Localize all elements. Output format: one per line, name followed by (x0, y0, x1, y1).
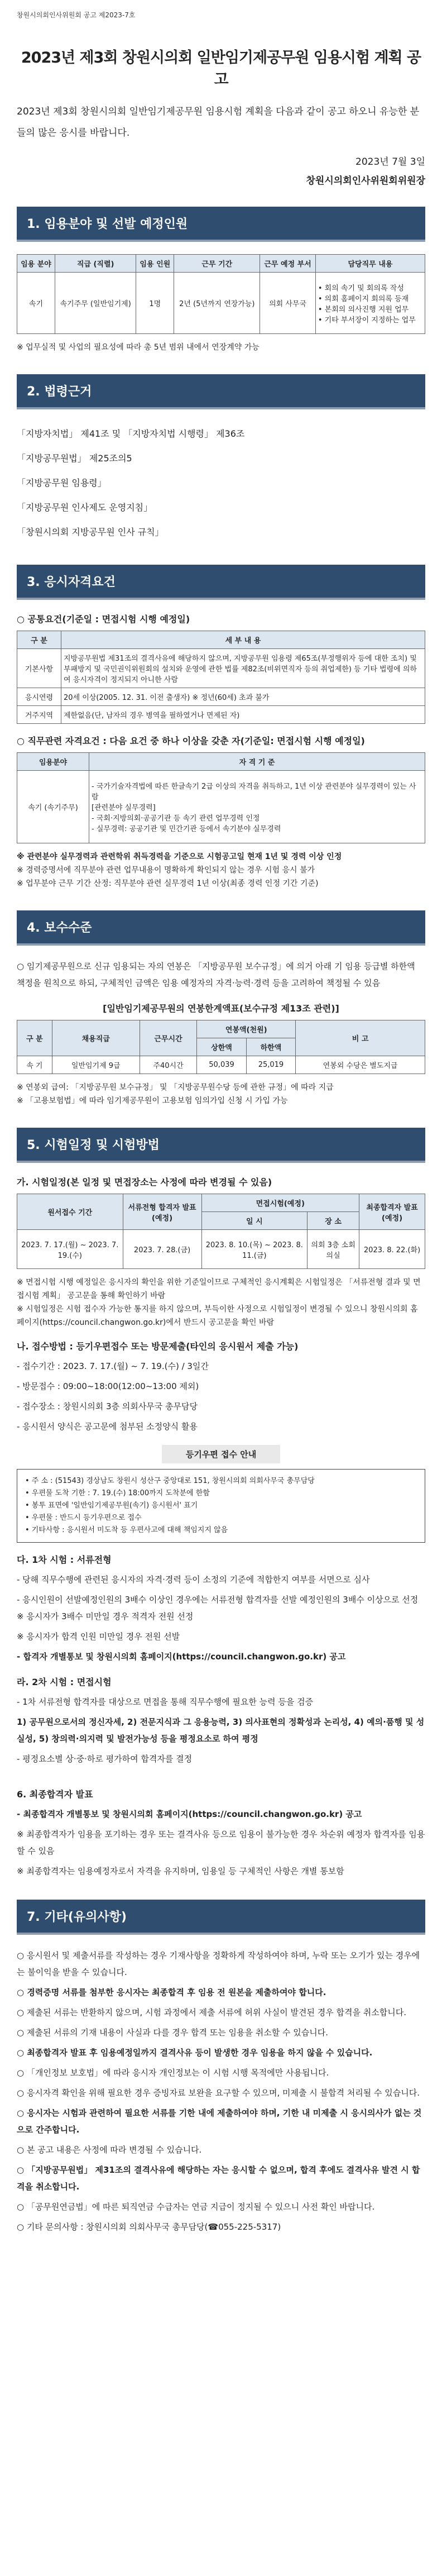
t5-h2: 면접시험(예정) (201, 1194, 359, 1212)
receipt-item: - 응시원서 양식은 공고문에 첨부된 소정양식 활용 (17, 1421, 198, 1432)
s3-note: ※ 업무분야 근무 기간 산정: 직무분야 관련 실무경력 1년 이상(최종 경력 인정 기간 기준) (17, 879, 319, 888)
interview-item: - 1차 서류전형 합격자를 대상으로 면접을 통해 직무수행에 필요한 능력 등을 검증 (17, 1697, 314, 1707)
caution-item: ○ 응시원서 및 제출서류를 작성하는 경우 기재사항을 정확하게 작성하여야 하며, 누락 또는 오기가 있는 경우에는 불이익을 받을 수 있습니다. (17, 1950, 420, 1977)
caution-item: ○ 응시자는 시험과 관련하여 필요한 서류를 기한 내에 제출하여야 하며, 기한 내 미제출 시 응시의사가 없는 것으로 간주합니다. (17, 2108, 422, 2135)
t3a-r1-label: 응시연령 (17, 688, 61, 706)
mail-box-title: 등기우편 접수 안내 (162, 1445, 280, 1463)
salary-table (17, 1020, 425, 1074)
t4-c2: 주40시간 (140, 1056, 197, 1074)
t3b-h0: 임용분야 (17, 753, 89, 771)
receipt-item: - 방문접수 : 09:00~18:00(12:00~13:00 제외) (17, 1381, 199, 1391)
t1-h4: 근무 예정 부서 (260, 255, 316, 273)
t5-h4: 최종합격자 발표(예정) (359, 1194, 425, 1230)
caution-item: ○ 경력증명 서류를 첨부한 응시자는 최종합격 후 임용 전 원본을 제출하여야 합니다. (17, 1987, 326, 1997)
intro-text: 2023년 제3회 창원시의회 일반임기제공무원 임용시험 계획을 다음과 같이 공고 하오니 유능한 분들의 많은 응시를 바랍니다. (17, 106, 420, 139)
final-item: ※ 최종합격자가 임용을 포기하는 경우 또는 결격사유 등으로 임용이 불가능한 경우 차순위 예정자 합격자를 임용할 수 있음 (17, 1829, 425, 1856)
mail-item: • 봉투 표면에 '일반임기제공무원(속기) 응시원서' 표기 (25, 1501, 198, 1510)
t4-c5: 연봉외 수당은 별도지급 (296, 1056, 425, 1074)
t3a-r2-body: 제한없음(단, 남자의 경우 병역을 필하였거나 면제된 자) (61, 706, 425, 724)
duty-req-table (17, 752, 425, 843)
doc-item: - 당해 직무수행에 관련된 응시자의 자격·경력 등이 소정의 기준에 적합한지 여부를 서면으로 심사 (17, 1575, 370, 1585)
t4-h2: 근무시간 (140, 1020, 197, 1056)
law-list (17, 422, 425, 545)
section-3-title: 3. 응시자격요건 (17, 565, 425, 598)
notice-number: 창원시의회인사위원회 공고 제2023-7호 (17, 11, 136, 19)
mail-box (17, 1469, 425, 1543)
s5-note: ※ 시험일정은 시험 접수자 가능한 통지를 하지 않으며, 부득이한 사정으로 시험일정이 변경될 수 있으니 창원시의회 홈페이지(https://council.changwon.go.kr)에서 반드시 공고문을 확인 바람 (17, 1305, 418, 1327)
caution-item: ○ 「공무원연금법」에 따른 퇴직연금 수급자는 연금 지급이 정지될 수 있으니 사전 확인 바랍니다. (17, 2202, 375, 2212)
s4-note: ※ 「고용보험법」에 따라 임기제공무원이 고용보험 임의가입 신청 시 가입 가능 (17, 1096, 288, 1105)
interview-title: 라. 2차 시험 : 면접시험 (17, 1677, 112, 1687)
caution-item: ○ 본 공고 내용은 사정에 따라 변경될 수 있습니다. (17, 2145, 202, 2155)
t5-c1: 2023. 7. 28.(금) (123, 1230, 201, 1269)
t1-h5: 담당직무 내용 (315, 255, 425, 273)
s4-note: ※ 연봉외 급여: 「지방공무원 보수규정」 및 「지방공무원수당 등에 관한 규정」에 따라 지급 (17, 1083, 334, 1092)
t5-sh0: 일 시 (201, 1212, 308, 1230)
notice-date: 2023년 7월 3일 (355, 156, 425, 168)
recruitment-table (17, 254, 425, 334)
mail-item: • 우편물 도착 기한 : 7. 19.(수) 18:00까지 도착분에 한함 (25, 1489, 210, 1497)
section-7-title: 7. 기타(유의사항) (17, 1900, 425, 1933)
section-3-notes (17, 850, 425, 890)
caution-item: ○ 「개인정보 보호법」에 따라 응시자 개인정보는 이 시험 시행 목적에만 사용됩니다. (17, 2068, 329, 2078)
t3a-r1-body: 20세 이상(2005. 12. 31. 이전 출생자) ※ 정년(60세) 초과 불가 (61, 688, 425, 706)
final-item: ※ 최종합격자는 임용예정자로서 자격을 유지하며, 임용일 등 구체적인 사항은 개별 통보함 (17, 1866, 344, 1876)
t5-sh1: 장 소 (308, 1212, 359, 1230)
t1-c5: • 회의 속기 및 회의록 작성 • 의회 홈페이지 회의록 등재 • 본회의 의사진행 지원 업무 • 기타 부서장이 지정하는 업무 (315, 273, 425, 334)
section-6 (17, 1787, 425, 1879)
t4-sh0: 상한액 (197, 1038, 246, 1056)
schedule-table (17, 1194, 425, 1269)
receipt-title: 나. 접수방법 : 등기우편접수 또는 방문제출(타인의 응시원서 제출 가능) (17, 1341, 299, 1352)
mail-item: • 우편물 : 반드시 등기우편으로 접수 (25, 1514, 142, 1522)
t4-h1: 채용직급 (52, 1020, 140, 1056)
common-req-title: ○ 공통요건(기준일 : 면접시험 시행 예정일) (17, 614, 190, 624)
t4-sh1: 하한액 (246, 1038, 295, 1056)
notice-title: 2023년 제3회 창원시의회 일반임기제공무원 임용시험 계획 공고 (21, 49, 421, 88)
t3b-h1: 자 격 기 준 (89, 753, 425, 771)
doc-item: ※ 응시자가 합격 인원 미만일 경우 전원 선발 (17, 1632, 180, 1642)
s3-note: ※ 경력증명서에 직무분야 관련 업무내용이 명확하게 확인되지 않는 경우 시험 응시 불가 (17, 866, 315, 875)
t4-c0: 속 기 (17, 1056, 52, 1074)
t1-h3: 근무 기간 (174, 255, 260, 273)
t5-c2: 2023. 8. 10.(목) ~ 2023. 8. 11.(금) (201, 1230, 308, 1269)
receipt-item: - 접수장소 : 창원시의회 3층 의회사무국 총무담당 (17, 1401, 198, 1411)
t1-c2: 1명 (136, 273, 174, 334)
law-item: 「지방공무원 임용령」 (17, 478, 107, 488)
caution-item: ○ 제출된 서류는 반환하지 않으며, 시험 과정에서 제출 서류에 허위 사실이 발견된 경우 합격을 취소합니다. (17, 2007, 406, 2017)
section-1 (17, 207, 425, 354)
t1-c1: 속기주무 (일반임기제) (55, 273, 136, 334)
section-1-note: ※ 업무실적 및 사업의 필요성에 따라 총 5년 범위 내에서 연장계약 가능 (17, 343, 260, 352)
t4-c4: 25,019 (246, 1056, 295, 1074)
t3a-r0-label: 기본사항 (17, 649, 61, 688)
final-item: - 최종합격자 개별통보 및 창원시의회 홈페이지(https://council.changwon.go.kr) 공고 (17, 1809, 362, 1819)
schedule-title: 가. 시험일정(본 일정 및 면접장소는 사정에 따라 변경될 수 있음) (17, 1177, 272, 1187)
receipt-list (17, 1358, 425, 1435)
section-2 (17, 374, 425, 545)
t3a-h0: 구 분 (17, 631, 61, 649)
t4-h0: 구 분 (17, 1020, 52, 1056)
t1-h2: 임용 인원 (136, 255, 174, 273)
section-6-title: 6. 최종합격자 발표 (17, 1789, 93, 1800)
caution-list (17, 1947, 425, 2235)
t4-h3: 연봉액(천원) (197, 1020, 296, 1038)
t3a-r0-body: 지방공무원법 제31조의 결격사유에 해당하지 않으며, 지방공무원 임용령 제65조(부정행위자 등에 대한 조치) 및 부패방지 및 국민권익위원회의 설치와 운영에 관한 법률 제82조(비위면직자 등의 취업제한) 등 기타 법령에 의하여 응시자격이 정지되지 아니한 사람 (61, 649, 425, 688)
duty-req-title: ○ 직무관련 자격요건 : 다음 요건 중 하나 이상을 갖춘 자(기준일: 면접시험 시행 예정일) (17, 736, 365, 746)
t1-c0: 속기 (17, 273, 55, 334)
caution-item: ○ 제출된 서류의 기재 내용이 사실과 다를 경우 합격 또는 임용을 취소할 수 있습니다. (17, 2028, 329, 2038)
salary-table-title: [일반임기제공무원의 연봉한계액표(보수규정 제13조 관련)] (103, 1003, 339, 1014)
common-req-table (17, 631, 425, 724)
schedule-notes (17, 1276, 425, 1329)
receipt-item: - 접수기간 : 2023. 7. 17.(월) ~ 7. 19.(수) / 3일간 (17, 1361, 209, 1371)
section-5-title: 5. 시험일정 및 시험방법 (17, 1128, 425, 1161)
t3a-r2-label: 거주지역 (17, 706, 61, 724)
t1-h1: 직급 (직렬) (55, 255, 136, 273)
law-item: 「지방공무원 인사제도 운영지침」 (17, 502, 153, 513)
t1-c4: 의회 사무국 (260, 273, 316, 334)
t4-h5: 비 고 (296, 1020, 425, 1056)
t1-h0: 임용 분야 (17, 255, 55, 273)
law-item: 「지방공무원법」 제25조의5 (17, 453, 132, 464)
section-7 (17, 1900, 425, 2235)
t5-h0: 원서접수 기간 (17, 1194, 123, 1230)
org-name: 창원시의회인사위원회위원장 (306, 175, 425, 187)
t1-c3: 2년 (5년까지 연장가능) (174, 273, 260, 334)
doc-screening-title: 다. 1차 시험 : 서류전형 (17, 1554, 112, 1565)
section-3 (17, 565, 425, 890)
caution-item: ○ 「지방공무원법」 제31조의 결격사유에 해당하는 자는 응시할 수 없으며, 합격 후에도 결격사유 발견 시 합격을 취소합니다. (17, 2165, 420, 2192)
section-4-notes (17, 1081, 425, 1108)
caution-item: ○ 최종합격자 발표 후 임용예정일까지 결격사유 등이 발생한 경우 임용을 하지 않을 수 있습니다. (17, 2048, 373, 2058)
section-4-title: 4. 보수수준 (17, 910, 425, 943)
t3a-h1: 세 부 내 용 (61, 631, 425, 649)
doc-item: - 합격자 개별통보 및 창원시의회 홈페이지(https://council.changwon.go.kr) 공고 (17, 1652, 346, 1662)
interview-item: - 평정요소별 상·중·하로 평가하여 합격자를 결정 (17, 1754, 193, 1764)
section-5 (17, 1128, 425, 1767)
t4-c1: 일반임기제 9급 (52, 1056, 140, 1074)
s3-note: ※ 관련분야 실무경력과 관련학위 취득경력을 기준으로 시험공고일 현재 1년 및 경력 이상 인정 (17, 852, 342, 861)
law-item: 「창원시의회 지방공무원 인사 규칙」 (17, 527, 164, 537)
t5-c3: 의회 3층 소회의실 (308, 1230, 359, 1269)
t4-c3: 50,039 (197, 1056, 246, 1074)
interview-item: 1) 공무원으로서의 정신자세, 2) 전문지식과 그 응용능력, 3) 의사표현의 정확성과 논리성, 4) 예의·품행 및 성실성, 5) 창의력·의지력 및 발전가능성 등을 평정요소로 하여 평정 (17, 1717, 425, 1744)
doc-item: - 응시인원이 선발예정인원의 3배수 이상인 경우에는 서류전형 합격자를 선발 예정인원의 3배수 이상으로 선정 ※ 응시자가 3배수 미만일 경우 적격자 전원 선정 (17, 1595, 419, 1621)
law-item: 「지방자치법」 제41조 및 「지방자치법 시행령」 제36조 (17, 428, 245, 439)
section-1-title: 1. 임용분야 및 선발 예정인원 (17, 207, 425, 240)
t5-c4: 2023. 8. 22.(화) (359, 1230, 425, 1269)
t3b-label: 속기 (속기주무) (17, 771, 89, 843)
t5-h1: 서류전형 합격자 발표(예정) (123, 1194, 201, 1230)
t5-c0: 2023. 7. 17.(월) ~ 2023. 7. 19.(수) (17, 1230, 123, 1269)
section-2-title: 2. 법령근거 (17, 374, 425, 407)
caution-item: ○ 응시자격 확인을 위해 필요한 경우 증빙자료 보완을 요구할 수 있으며, 미제출 시 불합격 처리될 수 있습니다. (17, 2088, 420, 2098)
doc-screening-list (17, 1571, 425, 1665)
t3b-body: - 국가기술자격법에 따른 한글속기 2급 이상의 자격을 취득하고, 1년 이상 관련분야 실무경력이 있는 사람 [관련분야 실무경력] - 국회·지방의회·공공기관 등 속기 관련 업무경력 인정 - 실무경력: 공공기관 및 민간기관 등에서 속기분야 실무경력 (89, 771, 425, 843)
mail-item: • 주 소 : (51543) 경상남도 창원시 성산구 중앙대로 151, 창원시의회 의회사무국 총무담당 (25, 1477, 315, 1485)
s5-note: ※ 면접시험 시행 예정일은 응시자의 확인을 위한 기준일이므로 구체적인 응시계획은 시험일정은 「서류전형 결과 및 면접시험 계획」 공고문을 통해 확인하기 바람 (17, 1278, 421, 1300)
section-4 (17, 910, 425, 1108)
caution-item: ○ 기타 문의사항 : 창원시의회 의회사무국 총무담당(☎055-225-5317) (17, 2222, 281, 2232)
salary-text: ○ 임기제공무원으로 신규 임용되는 자의 연봉은 「지방공무원 보수규정」에 의거 아래 기 임용 등급별 하한액 책정을 원칙으로 하되, 구체적인 금액은 임용 예정자의 자격·능력·경력 등을 고려하여 책정될 수 있음 (17, 961, 415, 988)
mail-item: • 기타사항 : 응시원서 미도착 등 우편사고에 대해 책임지지 않음 (25, 1526, 228, 1534)
interview-list (17, 1694, 425, 1767)
